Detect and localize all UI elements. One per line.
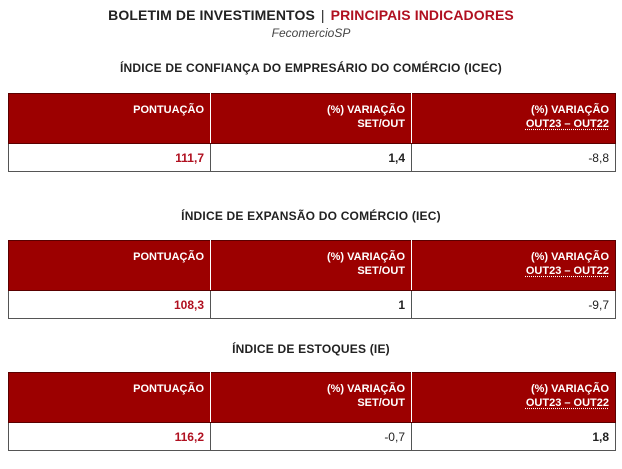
monthly-change-value: 1,4 bbox=[211, 144, 412, 172]
monthly-change-value: -0,7 bbox=[211, 423, 412, 451]
column-header-score: PONTUAÇÃO bbox=[9, 373, 211, 423]
table-row bbox=[9, 144, 616, 172]
report-title-accent: PRINCIPAIS INDICADORES bbox=[330, 7, 514, 23]
report-header bbox=[0, 7, 622, 40]
table-header-row bbox=[9, 373, 616, 423]
yearly-change-value: -8,8 bbox=[412, 144, 616, 172]
report-title-main: BOLETIM DE INVESTIMENTOS bbox=[108, 7, 315, 23]
score-value: 108,3 bbox=[9, 291, 211, 319]
column-header-score: PONTUAÇÃO bbox=[9, 94, 211, 144]
indicator-table-ie bbox=[8, 372, 616, 451]
column-header-monthly-change: (%) VARIAÇÃO SET/OUT bbox=[211, 94, 412, 144]
table-header-row bbox=[9, 241, 616, 291]
column-header-yearly-change: (%) VARIAÇÃO OUT23 – OUT22 bbox=[412, 241, 616, 291]
yearly-change-value: -9,7 bbox=[412, 291, 616, 319]
table-header-row bbox=[9, 94, 616, 144]
table-row bbox=[9, 291, 616, 319]
column-header-score: PONTUAÇÃO bbox=[9, 241, 211, 291]
column-header-yearly-change: (%) VARIAÇÃO OUT23 – OUT22 bbox=[412, 373, 616, 423]
indicator-table-icec bbox=[8, 93, 616, 172]
column-header-yearly-change: (%) VARIAÇÃO OUT23 – OUT22 bbox=[412, 94, 616, 144]
section-title-ie: ÍNDICE DE ESTOQUES (IE) bbox=[232, 342, 390, 356]
section-title-iec: ÍNDICE DE EXPANSÃO DO COMÉRCIO (IEC) bbox=[181, 209, 441, 223]
score-value: 116,2 bbox=[9, 423, 211, 451]
section-title-icec: ÍNDICE DE CONFIANÇA DO EMPRESÁRIO DO COMÉRCIO (ICEC) bbox=[120, 61, 502, 75]
table-row bbox=[9, 423, 616, 451]
report-title bbox=[0, 7, 622, 23]
report-title-separator: | bbox=[320, 7, 325, 23]
report-subtitle: FecomercioSP bbox=[271, 26, 351, 40]
indicator-table-iec bbox=[8, 240, 616, 319]
yearly-change-value: 1,8 bbox=[412, 423, 616, 451]
column-header-monthly-change: (%) VARIAÇÃO SET/OUT bbox=[211, 373, 412, 423]
score-value: 111,7 bbox=[9, 144, 211, 172]
column-header-monthly-change: (%) VARIAÇÃO SET/OUT bbox=[211, 241, 412, 291]
monthly-change-value: 1 bbox=[211, 291, 412, 319]
